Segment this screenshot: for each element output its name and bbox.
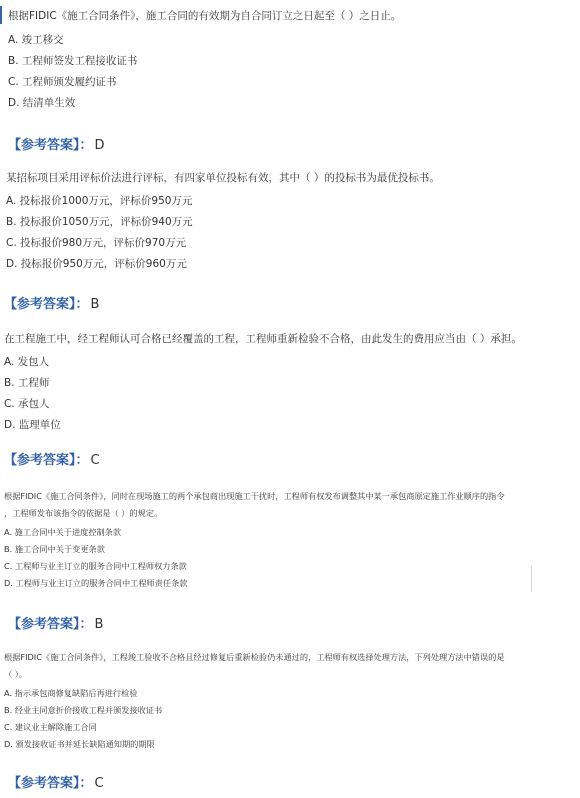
question-5	[0, 649, 580, 753]
question-text-line2: ，工程师发布该指令的依据是（ ）的规定。	[4, 508, 163, 518]
question-text-line2: （ ）。	[4, 669, 28, 679]
answer-1	[0, 134, 580, 153]
answer-label: 【参考答案】：	[8, 617, 93, 632]
question-text-line1: 根据FIDIC《施工合同条件》，工程竣工验收不合格且经过修复后重新检验仍未通过的，工程师有权选择处理方法，下列处理方法中错误的是	[4, 652, 505, 662]
answer-label: 【参考答案】：	[8, 138, 93, 153]
question-1	[0, 8, 580, 114]
option-b: B. 投标报价1050万元，评标价940万元	[6, 216, 193, 228]
option-c: C. 投标报价980万元，评标价970万元	[6, 237, 187, 249]
answer-value: D	[94, 138, 105, 153]
option-a: A. 竣工移交	[8, 34, 64, 46]
question-text: 在工程施工中，经工程师认可合格已经覆盖的工程，工程师重新检验不合格，由此发生的费用应当由（ ）承担。	[4, 333, 522, 345]
question-text: 根据FIDIC《施工合同条件》，施工合同的有效期为自合同订立之日起至（ ）之日止。	[8, 10, 402, 22]
option-a: A. 发包人	[4, 356, 50, 368]
answer-value: B	[94, 617, 104, 632]
option-d: D. 工程师与业主订立的服务合同中工程师责任条款	[4, 578, 188, 588]
question-text: 某招标项目采用评标价法进行评标，有四家单位投标有效，其中（ ）的投标书为最优投标书。	[6, 172, 440, 184]
option-d: D. 结清单生效	[8, 97, 76, 109]
answer-5	[0, 772, 580, 791]
option-c: C. 建议业主解除施工合同	[4, 722, 97, 732]
answer-value: C	[90, 453, 100, 468]
answer-value: C	[94, 776, 104, 791]
answer-2	[0, 293, 580, 312]
option-c: C. 承包人	[4, 398, 50, 410]
question-text-line1: 根据FIDIC《施工合同条件》，同时在现场施工的两个承包商出现施工干扰时，工程师有权发布调整其中某一承包商原定施工作业顺序的指令	[4, 491, 505, 501]
option-b: B. 工程师签发工程接收证书	[8, 55, 138, 67]
option-c: C. 工程师颁发履约证书	[8, 76, 117, 88]
option-a: A. 指示承包商修复缺陷后再进行检验	[4, 688, 138, 698]
option-a: A. 施工合同中关于进度控制条款	[4, 527, 122, 537]
question-3	[0, 331, 580, 436]
question-4	[0, 488, 580, 592]
answer-3	[0, 449, 580, 468]
option-a: A. 投标报价1000万元，评标价950万元	[6, 195, 193, 207]
answer-label: 【参考答案】：	[4, 453, 89, 468]
answer-4	[0, 613, 580, 632]
answer-label: 【参考答案】：	[4, 297, 89, 312]
option-c: C. 工程师与业主订立的服务合同中工程师权力条款	[4, 561, 187, 571]
answer-value: B	[90, 297, 100, 312]
option-d: D. 投标报价950万元，评标价960万元	[6, 258, 187, 270]
option-b: B. 经业主同意折价接收工程并颁发接收证书	[4, 705, 163, 715]
option-d: D. 监理单位	[4, 419, 61, 431]
option-b: B. 施工合同中关于变更条款	[4, 544, 105, 554]
option-b: B. 工程师	[4, 377, 50, 389]
option-d: D. 颁发接收证书并延长缺陷通知期的期限	[4, 739, 155, 749]
answer-label: 【参考答案】：	[8, 776, 93, 791]
question-2	[0, 170, 580, 275]
